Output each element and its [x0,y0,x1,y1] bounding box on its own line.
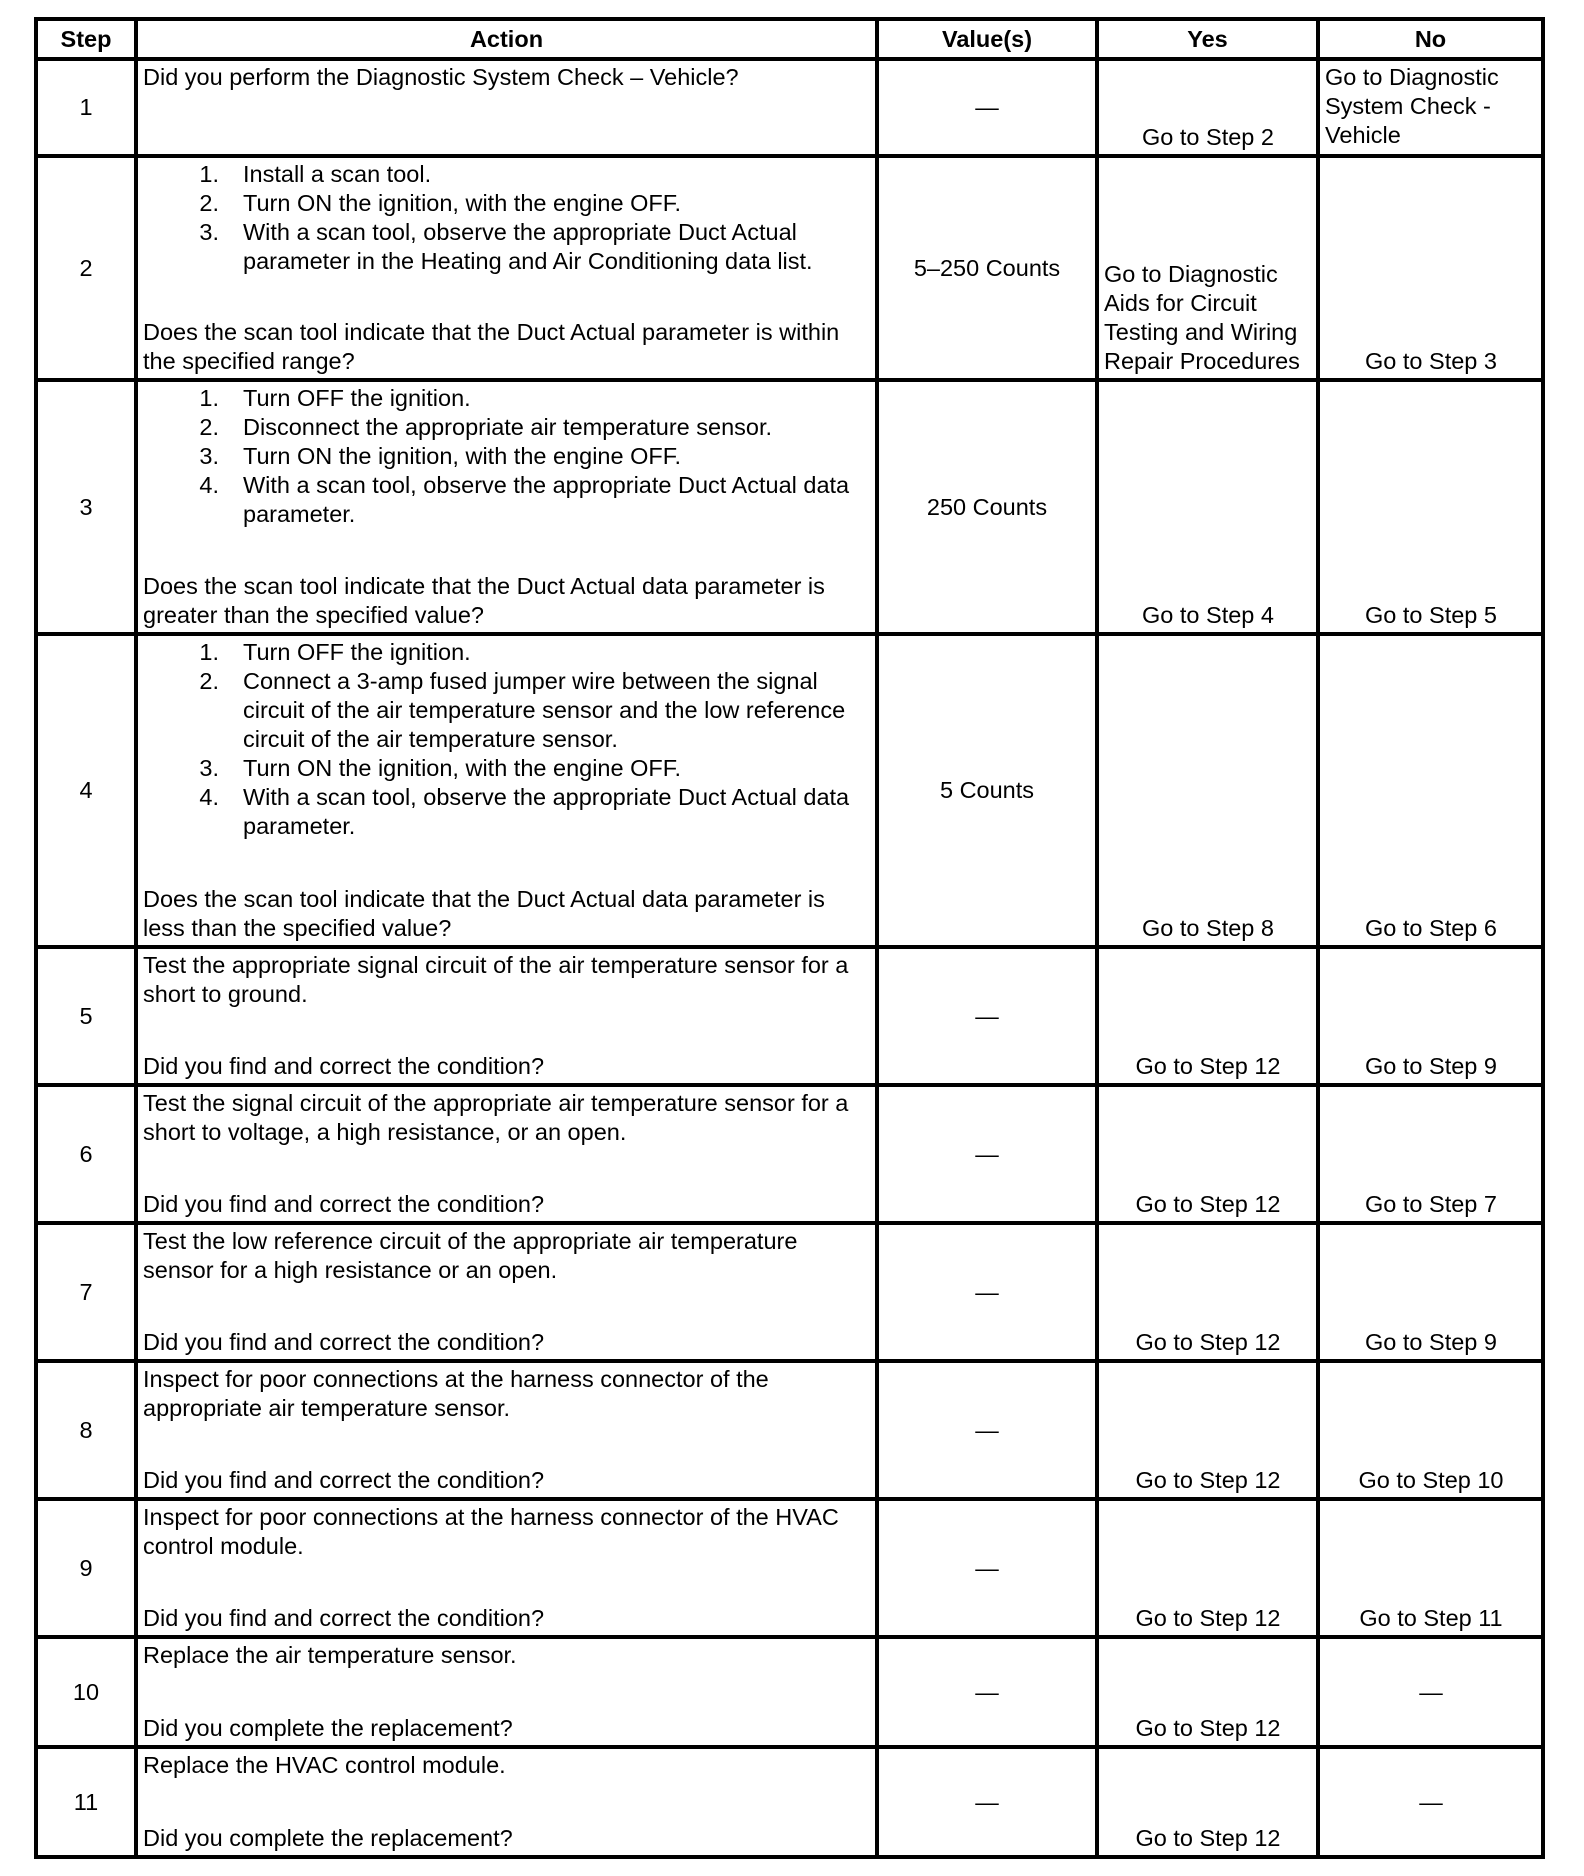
no-cell-text: Go to Step 10 [1358,1467,1504,1493]
yes-cell-text: Go to Step 12 [1135,1053,1281,1079]
action-cell [136,1499,877,1637]
action-text: Test the low reference circuit of the appropriate air temperature sensor for a high resistance or an open. [143,1228,798,1283]
action-question: Did you find and correct the condition? [143,1329,545,1355]
action-step-text: Turn ON the ignition, with the engine OFF. [243,755,682,781]
header-row [36,19,1543,59]
action-step-text: With a scan tool, observe the appropriate Duct Actual data parameter. [243,472,850,527]
table-body [36,59,1543,1857]
yes-cell-text: Go to Diagnostic Aids for Circuit Testing and Wiring Repair Procedures [1104,261,1300,374]
step-cell [36,947,136,1085]
table-row [36,1499,1543,1637]
no-cell [1318,1085,1543,1223]
action-step-number: 3. [199,219,219,245]
step-cell [36,1637,136,1747]
action-top [143,1365,871,1423]
step-number: 6 [79,1140,93,1167]
table-row [36,1747,1543,1857]
step-number: 4 [79,777,93,803]
value-cell [877,1747,1097,1857]
action-question: Did you find and correct the condition? [143,1053,545,1079]
step-number: 7 [79,1278,93,1305]
value-text: — [975,1554,999,1581]
action-cell [136,156,877,380]
value-cell [877,380,1097,634]
no-cell-text: Go to Diagnostic System Check - Vehicle [1325,64,1499,148]
no-cell-text: — [1419,1788,1443,1815]
action-top [143,1751,871,1780]
action-step-item [143,218,871,276]
action-content [143,1503,871,1633]
action-question: Does the scan tool indicate that the Duct Actual parameter is within the specified range? [143,319,840,374]
no-cell-text: Go to Step 7 [1365,1191,1497,1217]
yes-cell-text: Go to Step 12 [1135,1329,1281,1355]
value-cell [877,1637,1097,1747]
action-step-text: With a scan tool, observe the appropriate Duct Actual data parameter. [243,784,850,839]
action-content [143,1365,871,1495]
action-text: Test the signal circuit of the appropriate air temperature sensor for a short to voltage, a high resistance, or an open. [143,1090,849,1145]
action-top [143,638,871,841]
step-number: 11 [73,1788,99,1815]
action-question: Did you find and correct the condition? [143,1191,545,1217]
header-values: Value(s) [877,19,1097,59]
value-text: — [975,1416,999,1443]
action-step-item [143,442,871,471]
yes-cell-content [1104,1503,1312,1633]
yes-cell [1097,1223,1318,1361]
action-top [143,63,871,92]
action-top [143,384,871,529]
yes-cell-text: Go to Step 12 [1135,1825,1281,1851]
no-cell [1318,1499,1543,1637]
no-cell-content [1325,1227,1537,1357]
diagnostic-table [34,17,1545,1859]
value-cell [877,1361,1097,1499]
no-cell-content [1325,1751,1537,1853]
action-text: Replace the HVAC control module. [143,1752,506,1778]
no-cell-content [1325,1089,1537,1219]
action-step-number: 2. [199,668,219,694]
step-number: 9 [79,1554,93,1581]
step-number: 1 [79,94,93,120]
action-step-number: 2. [199,414,219,440]
action-step-item [143,189,871,218]
action-step-number: 4. [199,472,219,498]
action-content [143,1227,871,1357]
no-cell-content [1325,384,1537,630]
yes-cell-content [1104,1089,1312,1219]
action-question: Did you find and correct the condition? [143,1467,545,1493]
header-no: No [1318,19,1543,59]
step-number: 8 [79,1416,93,1443]
no-cell-text: Go to Step 11 [1359,1605,1503,1631]
step-cell [36,1085,136,1223]
step-number: 3 [79,493,93,520]
yes-cell [1097,1637,1318,1747]
yes-cell-content [1104,1365,1312,1495]
no-cell-text: Go to Step 9 [1365,1053,1497,1079]
step-cell [36,59,136,156]
action-step-text: Turn OFF the ignition. [243,385,471,411]
table-row [36,380,1543,634]
action-step-item [143,783,871,841]
yes-cell-content [1104,160,1312,376]
yes-cell [1097,1085,1318,1223]
yes-cell [1097,1499,1318,1637]
no-cell-content [1325,638,1537,943]
action-content [143,160,871,376]
action-steps-list [143,638,871,841]
action-cell [136,634,877,947]
action-top [143,1089,871,1147]
value-cell [877,947,1097,1085]
action-step-number: 2. [199,190,219,216]
action-question: Does the scan tool indicate that the Duct Actual data parameter is greater than the specified value? [143,573,825,628]
no-cell [1318,1361,1543,1499]
action-content [143,951,871,1081]
action-step-item [143,638,871,667]
action-text: Did you perform the Diagnostic System Check – Vehicle? [143,64,739,90]
action-step-number: 4. [199,784,219,810]
yes-cell-content [1104,638,1312,943]
no-cell [1318,1637,1543,1747]
value-cell [877,1085,1097,1223]
value-text: — [975,1140,999,1167]
action-content [143,638,871,943]
yes-cell [1097,380,1318,634]
table-row [36,1361,1543,1499]
action-cell [136,1361,877,1499]
step-number: 5 [79,1002,93,1029]
step-cell [36,634,136,947]
value-cell [877,1223,1097,1361]
action-cell [136,380,877,634]
value-text: — [975,1678,999,1705]
action-steps-list [143,384,871,529]
action-step-item [143,384,871,413]
no-cell-text: Go to Step 9 [1365,1329,1497,1355]
table-row [36,1637,1543,1747]
value-cell [877,634,1097,947]
action-question: Did you complete the replacement? [143,1715,513,1741]
yes-cell [1097,1361,1318,1499]
action-top [143,951,871,1009]
action-content [143,63,871,152]
value-text: — [975,94,999,120]
no-cell-content [1325,63,1537,152]
action-content [143,1751,871,1853]
action-step-text: Disconnect the appropriate air temperature sensor. [243,414,773,440]
value-text: — [975,1278,999,1305]
value-text: — [975,1788,999,1815]
value-text: 5 Counts [939,777,1035,803]
value-cell [877,59,1097,156]
action-step-text: Turn OFF the ignition. [243,639,471,665]
action-step-text: Turn ON the ignition, with the engine OFF. [243,190,682,216]
action-text: Test the appropriate signal circuit of the air temperature sensor for a short to ground. [143,952,849,1007]
action-step-text: Install a scan tool. [243,161,432,187]
action-step-item [143,754,871,783]
header-action: Action [136,19,877,59]
value-text: — [975,1002,999,1029]
action-cell [136,1085,877,1223]
action-top [143,1227,871,1285]
action-question: Did you find and correct the condition? [143,1605,545,1631]
yes-cell-text: Go to Step 12 [1135,1467,1281,1493]
no-cell-text: — [1419,1678,1443,1705]
action-cell [136,1747,877,1857]
table-row [36,59,1543,156]
value-text: 5–250 Counts [913,254,1061,281]
action-step-number: 1. [199,385,219,411]
action-step-item [143,471,871,529]
no-cell-content [1325,160,1537,376]
table-row [36,1085,1543,1223]
action-step-item [143,413,871,442]
no-cell-content [1325,1503,1537,1633]
action-steps-list [143,160,871,276]
action-top [143,160,871,276]
yes-cell [1097,59,1318,156]
no-cell-text: Go to Step 3 [1365,348,1497,374]
step-number: 2 [79,254,93,281]
action-content [143,1089,871,1219]
table-row [36,1223,1543,1361]
action-step-text: Connect a 3-amp fused jumper wire between the signal circuit of the air temperature sensor and the low reference circuit of the air temperature sensor. [243,668,846,752]
action-top [143,1503,871,1561]
no-cell [1318,380,1543,634]
table-row [36,947,1543,1085]
value-text: 250 Counts [926,493,1048,520]
step-cell [36,1747,136,1857]
step-cell [36,380,136,634]
no-cell-text: Go to Step 6 [1365,915,1497,941]
action-cell [136,947,877,1085]
yes-cell-text: Go to Step 4 [1142,602,1274,628]
header-step: Step [36,19,136,59]
yes-cell [1097,947,1318,1085]
no-cell [1318,634,1543,947]
no-cell [1318,59,1543,156]
yes-cell-content [1104,951,1312,1081]
yes-cell [1097,156,1318,380]
step-cell [36,156,136,380]
yes-cell [1097,1747,1318,1857]
action-step-text: With a scan tool, observe the appropriate Duct Actual parameter in the Heating and Air Conditioning data list. [243,219,813,274]
value-cell [877,1499,1097,1637]
value-cell [877,156,1097,380]
action-content [143,384,871,630]
no-cell [1318,1747,1543,1857]
table-row [36,634,1543,947]
step-cell [36,1223,136,1361]
action-text: Replace the air temperature sensor. [143,1642,517,1668]
step-cell [36,1499,136,1637]
yes-cell-text: Go to Step 8 [1142,915,1274,941]
action-text: Inspect for poor connections at the harness connector of the HVAC control module. [143,1504,839,1559]
action-top [143,1641,871,1670]
action-cell [136,59,877,156]
action-step-number: 3. [199,443,219,469]
yes-cell-text: Go to Step 2 [1142,124,1274,150]
table-row [36,156,1543,380]
header-yes: Yes [1097,19,1318,59]
yes-cell-content [1104,63,1312,152]
action-step-number: 1. [199,161,219,187]
step-number: 10 [72,1678,100,1705]
yes-cell-text: Go to Step 12 [1135,1191,1281,1217]
yes-cell-text: Go to Step 12 [1135,1605,1281,1631]
action-step-item [143,667,871,754]
no-cell-text: Go to Step 5 [1365,602,1497,628]
action-step-text: Turn ON the ignition, with the engine OFF. [243,443,682,469]
no-cell [1318,947,1543,1085]
yes-cell-content [1104,1751,1312,1853]
action-step-number: 3. [199,755,219,781]
no-cell-content [1325,1641,1537,1743]
step-cell [36,1361,136,1499]
no-cell-content [1325,951,1537,1081]
yes-cell-content [1104,1641,1312,1743]
action-cell [136,1637,877,1747]
action-content [143,1641,871,1743]
no-cell [1318,1223,1543,1361]
action-step-number: 1. [199,639,219,665]
action-question: Does the scan tool indicate that the Duct Actual data parameter is less than the specified value? [143,886,825,941]
action-cell [136,1223,877,1361]
yes-cell-text: Go to Step 12 [1135,1715,1281,1741]
yes-cell [1097,634,1318,947]
no-cell-content [1325,1365,1537,1495]
no-cell [1318,156,1543,380]
yes-cell-content [1104,384,1312,630]
action-text: Inspect for poor connections at the harness connector of the appropriate air temperature sensor. [143,1366,769,1421]
action-step-item [143,160,871,189]
action-question: Did you complete the replacement? [143,1825,513,1851]
yes-cell-content [1104,1227,1312,1357]
